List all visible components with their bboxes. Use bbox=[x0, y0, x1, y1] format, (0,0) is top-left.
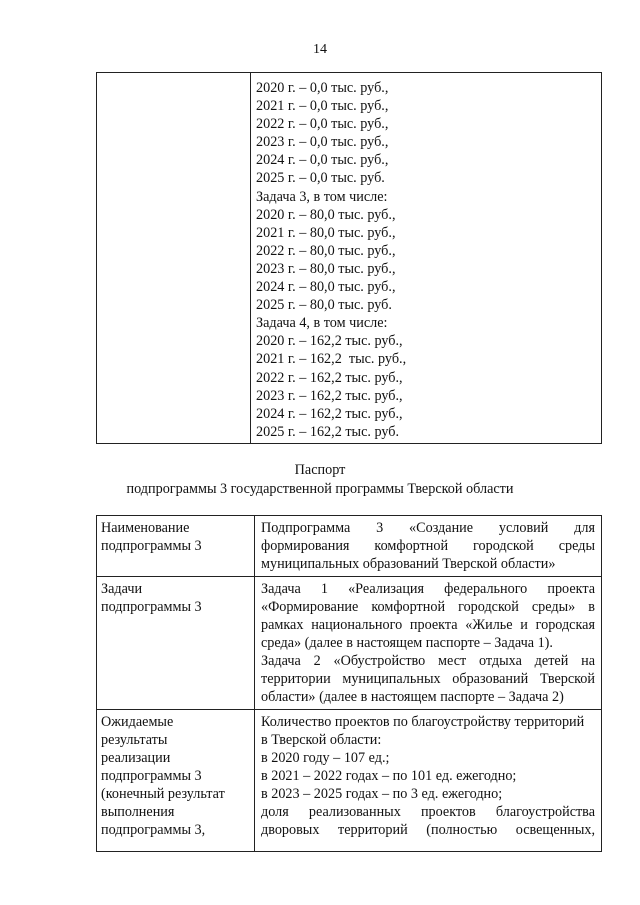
funding-table-values-cell bbox=[251, 73, 602, 444]
row-value-line: Подпрограмма 3 «Создание условий для bbox=[261, 520, 595, 536]
row-value-line: муниципальных образований Тверской области» bbox=[261, 556, 556, 572]
row-label bbox=[97, 516, 255, 577]
row-label-line: Задачи bbox=[101, 581, 143, 597]
row-label-line: результаты bbox=[101, 732, 168, 748]
row-label bbox=[97, 710, 255, 852]
row-label-line: подпрограммы 3 bbox=[101, 768, 202, 784]
passport-heading bbox=[0, 461, 640, 499]
row-value-line: доля реализованных проектов благоустройства bbox=[261, 804, 595, 820]
funding-line: 2020 г. – 162,2 тыс. руб., bbox=[256, 333, 403, 350]
funding-line: 2022 г. – 162,2 тыс. руб., bbox=[256, 369, 403, 386]
row-label-line: подпрограммы 3 bbox=[101, 538, 202, 554]
row-label-line: выполнения bbox=[101, 804, 175, 820]
funding-line: 2025 г. – 80,0 тыс. руб. bbox=[256, 297, 392, 314]
funding-line: 2020 г. – 80,0 тыс. руб., bbox=[256, 206, 396, 223]
funding-task-heading: Задача 4, в том числе: bbox=[256, 315, 388, 332]
funding-line: 2023 г. – 80,0 тыс. руб., bbox=[256, 260, 396, 277]
passport-row-tasks bbox=[97, 577, 602, 710]
row-value-line: дворовых территорий (полностью освещенных, bbox=[261, 822, 595, 838]
funding-line: 2021 г. – 162,2 тыс. руб., bbox=[256, 351, 407, 368]
funding-line: 2025 г. – 162,2 тыс. руб. bbox=[256, 423, 400, 440]
funding-line: 2021 г. – 80,0 тыс. руб., bbox=[256, 224, 396, 241]
passport-title: Паспорт bbox=[294, 462, 346, 478]
task-2-text: Задача 2 «Обустройство мест отдыха детей на территории муниципальных образований Тверской области» (далее в настоящем паспорте – Задача 2) bbox=[261, 653, 595, 705]
passport-row-results bbox=[97, 710, 602, 852]
funding-line: 2022 г. – 80,0 тыс. руб., bbox=[256, 242, 396, 259]
funding-line: 2022 г. – 0,0 тыс. руб., bbox=[256, 116, 389, 133]
row-value bbox=[255, 516, 602, 577]
funding-line: 2025 г. – 0,0 тыс. руб. bbox=[256, 170, 385, 187]
funding-line: 2023 г. – 0,0 тыс. руб., bbox=[256, 134, 389, 151]
row-label-line: реализации bbox=[101, 750, 171, 766]
row-value bbox=[255, 710, 602, 852]
funding-line: 2024 г. – 162,2 тыс. руб., bbox=[256, 405, 403, 422]
row-label-line: Ожидаемые bbox=[101, 714, 174, 730]
funding-line: 2023 г. – 162,2 тыс. руб., bbox=[256, 387, 403, 404]
row-value-line: формирования комфортной городской среды bbox=[261, 538, 595, 554]
passport-subtitle: подпрограммы 3 государственной программы Тверской области bbox=[126, 481, 514, 497]
task-1-text: Задача 1 «Реализация федерального проекта «Формирование комфортной городской среды» в рамках национального проекта «Жилье и городская среда» (далее в настоящем паспорте – Задача 1). bbox=[261, 581, 595, 651]
row-label-line: подпрограммы 3 bbox=[101, 599, 202, 615]
page-number: 14 bbox=[313, 42, 327, 57]
row-value-line: в 2021 – 2022 годах – по 101 ед. ежегодно; bbox=[261, 768, 517, 784]
row-label bbox=[97, 577, 255, 710]
row-value bbox=[255, 577, 602, 710]
funding-task-heading: Задача 3, в том числе: bbox=[256, 188, 388, 205]
row-label-line: (конечный результат bbox=[101, 786, 225, 802]
row-value-line: в Тверской области: bbox=[261, 732, 382, 748]
funding-line: 2024 г. – 0,0 тыс. руб., bbox=[256, 152, 389, 169]
funding-line: 2020 г. – 0,0 тыс. руб., bbox=[256, 80, 389, 96]
row-value-line: в 2023 – 2025 годах – по 3 ед. ежегодно; bbox=[261, 786, 503, 802]
row-value-line: Количество проектов по благоустройству территорий bbox=[261, 714, 585, 730]
row-label-line: подпрограммы 3, bbox=[101, 822, 206, 838]
row-label-line: Наименование bbox=[101, 520, 190, 536]
funding-table bbox=[96, 72, 602, 444]
funding-line: 2024 г. – 80,0 тыс. руб., bbox=[256, 279, 396, 296]
passport-table bbox=[96, 515, 602, 852]
funding-line: 2021 г. – 0,0 тыс. руб., bbox=[256, 98, 389, 115]
funding-table-empty-cell bbox=[97, 73, 251, 444]
passport-row-name bbox=[97, 516, 602, 577]
row-value-line: в 2020 году – 107 ед.; bbox=[261, 750, 390, 766]
